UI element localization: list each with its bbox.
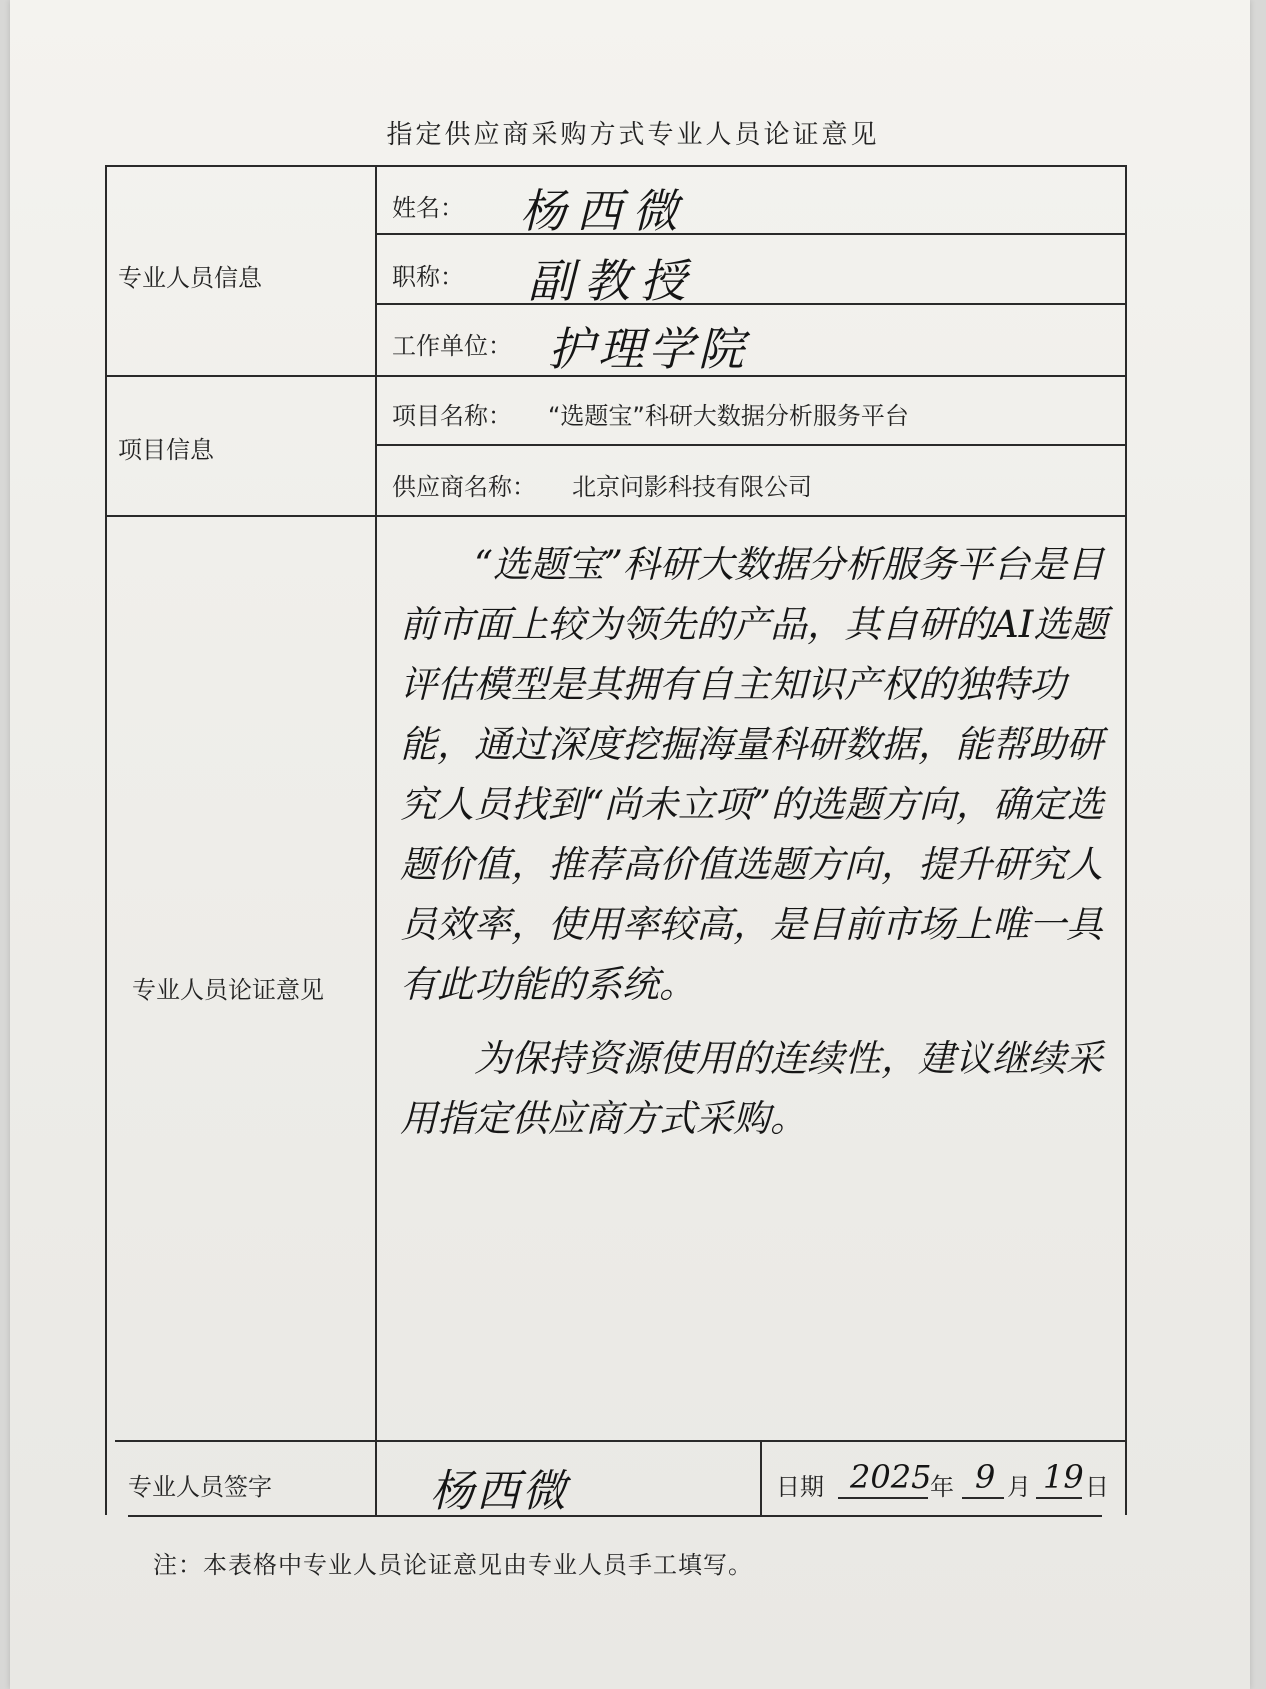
personnel-section-label: 专业人员信息 xyxy=(118,264,262,292)
divider-position-employer xyxy=(375,303,1127,305)
date-month-underline xyxy=(962,1497,1004,1499)
project-section-label: 项目信息 xyxy=(118,436,214,464)
signature-handwritten: 杨西微 xyxy=(430,1466,568,1517)
name-label: 姓名： xyxy=(392,194,464,222)
position-label: 职称： xyxy=(392,263,464,291)
signature-label: 专业人员签字 xyxy=(128,1473,272,1501)
opinion-handwritten-text xyxy=(400,535,1125,1149)
date-day-unit: 日 xyxy=(1085,1473,1109,1501)
date-day-underline xyxy=(1036,1497,1082,1499)
table-border-right xyxy=(1125,165,1127,1515)
divider-opinion-signature xyxy=(115,1440,1127,1442)
table-border-left xyxy=(105,165,107,1515)
employer-value: 护理学院 xyxy=(548,322,748,376)
project-name-label: 项目名称： xyxy=(392,402,512,430)
date-label: 日期 xyxy=(776,1473,824,1501)
position-value: 副教授 xyxy=(528,254,696,308)
date-year-unit: 年 xyxy=(930,1473,954,1501)
date-month: 9 xyxy=(975,1458,996,1496)
date-year-underline xyxy=(838,1497,928,1499)
employer-label: 工作单位： xyxy=(392,332,512,360)
supplier-label: 供应商名称： xyxy=(392,473,536,501)
divider-project-opinion xyxy=(105,515,1127,517)
supplier-value: 北京问影科技有限公司 xyxy=(572,473,812,501)
opinion-paragraph-2: 为保持资源使用的连续性，建议继续采用指定供应商方式采购。 xyxy=(400,1037,1103,1140)
date-month-unit: 月 xyxy=(1007,1473,1031,1501)
opinion-section-label: 专业人员论证意见 xyxy=(132,976,324,1004)
form-title: 指定供应商采购方式专业人员论证意见 xyxy=(386,120,880,150)
divider-name-position xyxy=(375,233,1127,235)
name-value: 杨西微 xyxy=(520,184,688,238)
table-border-bottom xyxy=(128,1515,1102,1517)
table-border-top xyxy=(105,165,1127,167)
opinion-paragraph-1: “选题宝”科研大数据分析服务平台是目前市面上较为领先的产品，其自研的AI选题评估模型是其拥有自主知识产权的独特功能，通过深度挖掘海量科研数据，能帮助研究人员找到“尚未立项”的选题方向，确定选题价值，推荐高价值选题方向，提升研究人员效率，使用率较高，是目前市场上唯一具有此功能的系统。 xyxy=(400,543,1108,1006)
divider-projectname-supplier xyxy=(375,444,1127,446)
project-name-value: “选题宝”科研大数据分析服务平台 xyxy=(548,402,909,430)
column-divider xyxy=(375,165,377,1515)
signature-date-divider xyxy=(760,1440,762,1515)
date-day: 19 xyxy=(1043,1458,1084,1496)
footnote: 注：本表格中专业人员论证意见由专业人员手工填写。 xyxy=(153,1551,753,1579)
date-year: 2025 xyxy=(850,1458,932,1496)
